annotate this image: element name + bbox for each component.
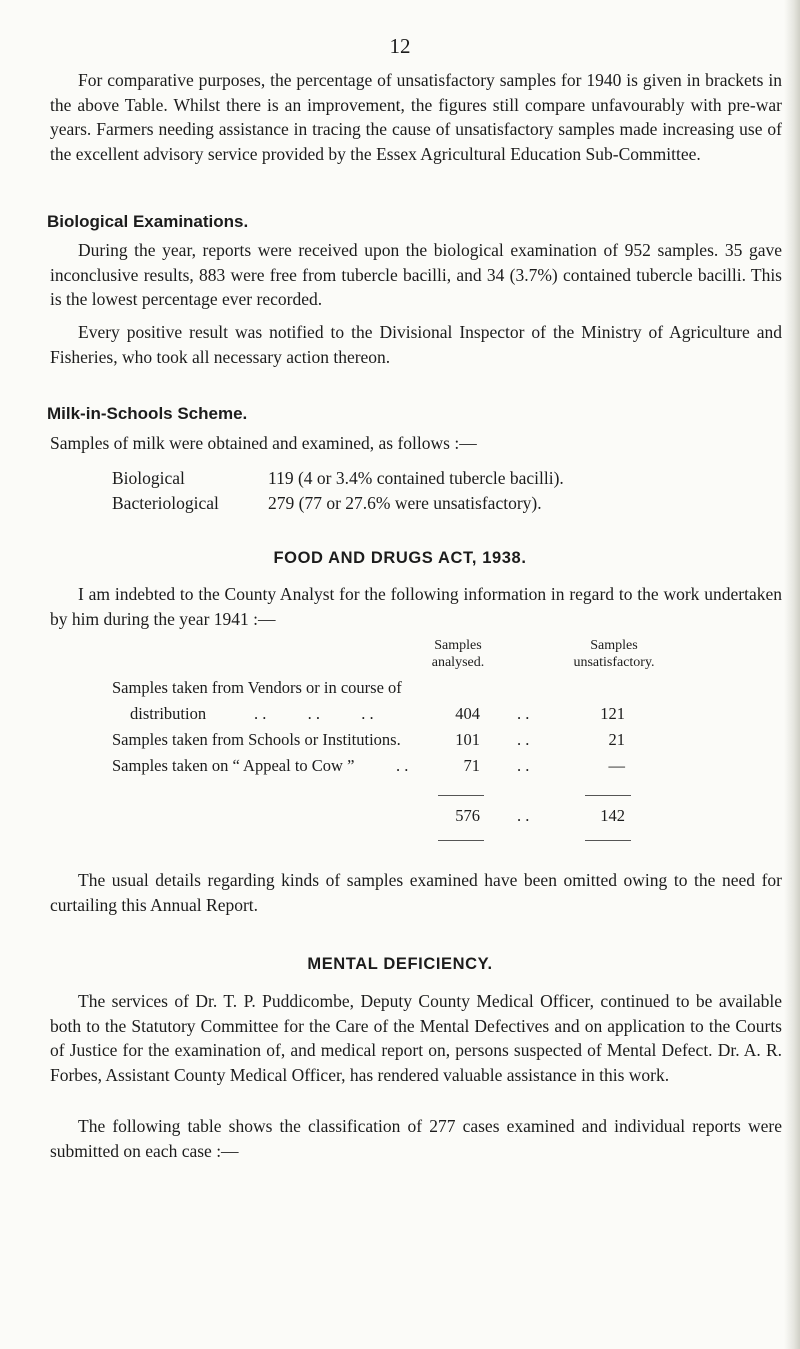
row-analysed: 101 <box>455 730 480 749</box>
column-header-unsatisfactory: Samples unsatisfactory. <box>573 638 655 670</box>
rule-top-unsatisfactory <box>585 795 631 796</box>
intro-paragraph: For comparative purposes, the percentage of unsatisfactory samples for 1940 is given in brackets in the above Table. Whilst there is an improvement, the figures still compare unfavourably with pre-war years. Farmers needing assistance in tracing the cause of unsatisfactory samples made increasing use of the excellent advisory service provided by the Essex Agricultural Education Sub-Committee. <box>50 70 782 164</box>
row-analysed: 71 <box>463 756 480 775</box>
milk-row-label: Bacteriological <box>112 493 219 513</box>
row-sep: . . <box>517 730 530 749</box>
column-header-analysed: Samples analysed. <box>431 638 485 670</box>
row-label: Samples taken on “ Appeal to Cow ” <box>112 756 355 775</box>
row-sep: . . <box>517 756 530 775</box>
biological-paragraph-1: During the year, reports were received upon the biological examination of 952 samples. 35 gave inconclusive results, 883 were free from tubercle bacilli, and 34 (3.7%) contained tubercle bacilli. This is the lowest percentage ever recorded. <box>50 240 782 309</box>
page-number: 12 <box>389 34 411 58</box>
mental-deficiency-heading: MENTAL DEFICIENCY. <box>307 955 493 973</box>
milk-row-label: Biological <box>112 468 185 488</box>
mental-paragraph-2: The following table shows the classification of 277 cases examined and individual reports were submitted on each case :— <box>50 1116 782 1161</box>
total-unsatisfactory: 142 <box>600 806 625 825</box>
row-label-continued: distribution <box>130 704 207 723</box>
rule-bottom-analysed <box>438 840 484 841</box>
row-unsatisfactory: — <box>608 756 625 775</box>
rule-top-analysed <box>438 795 484 796</box>
total-sep: . . <box>517 806 530 825</box>
food-drugs-intro: I am indebted to the County Analyst for the following information in regard to the work undertaken by him during the year 1941 :— <box>50 584 782 629</box>
row-label: Samples taken from Schools or Institutions. <box>112 730 401 749</box>
milk-in-schools-intro: Samples of milk were obtained and examined, as follows :— <box>50 433 477 453</box>
row-unsatisfactory: 21 <box>608 730 625 749</box>
biological-heading: Biological Examinations. <box>47 212 249 231</box>
row-analysed: 404 <box>455 704 480 723</box>
milk-in-schools-heading: Milk-in-Schools Scheme. <box>47 404 248 423</box>
row-leader: . . <box>396 756 409 775</box>
row-leader: . . . . . . <box>254 704 374 723</box>
total-analysed: 576 <box>455 806 480 825</box>
rule-bottom-unsatisfactory <box>585 840 631 841</box>
row-sep: . . <box>517 704 530 723</box>
biological-paragraph-2: Every positive result was notified to the Divisional Inspector of the Ministry of Agriculture and Fisheries, who took all necessary action thereon. <box>50 322 782 367</box>
omitted-details-note: The usual details regarding kinds of samples examined have been omitted owing to the need for curtailing this Annual Report. <box>50 870 782 915</box>
milk-row-value: 119 (4 or 3.4% contained tubercle bacilli). <box>268 468 564 488</box>
row-unsatisfactory: 121 <box>600 704 625 723</box>
page-edge-shadow <box>784 0 800 1349</box>
food-drugs-heading: FOOD AND DRUGS ACT, 1938. <box>273 549 527 567</box>
milk-row-value: 279 (77 or 27.6% were unsatisfactory). <box>268 493 542 513</box>
row-label: Samples taken from Vendors or in course of <box>112 678 402 697</box>
mental-paragraph-1: The services of Dr. T. P. Puddicombe, Deputy County Medical Officer, continued to be available both to the Statutory Committee for the Care of the Mental Defectives and on application to the Courts of Justice for the examination of, and medical report on, persons suspected of Mental Defect. Dr. A. R. Forbes, Assistant County Medical Officer, has rendered valuable assistance in this work. <box>50 991 782 1085</box>
